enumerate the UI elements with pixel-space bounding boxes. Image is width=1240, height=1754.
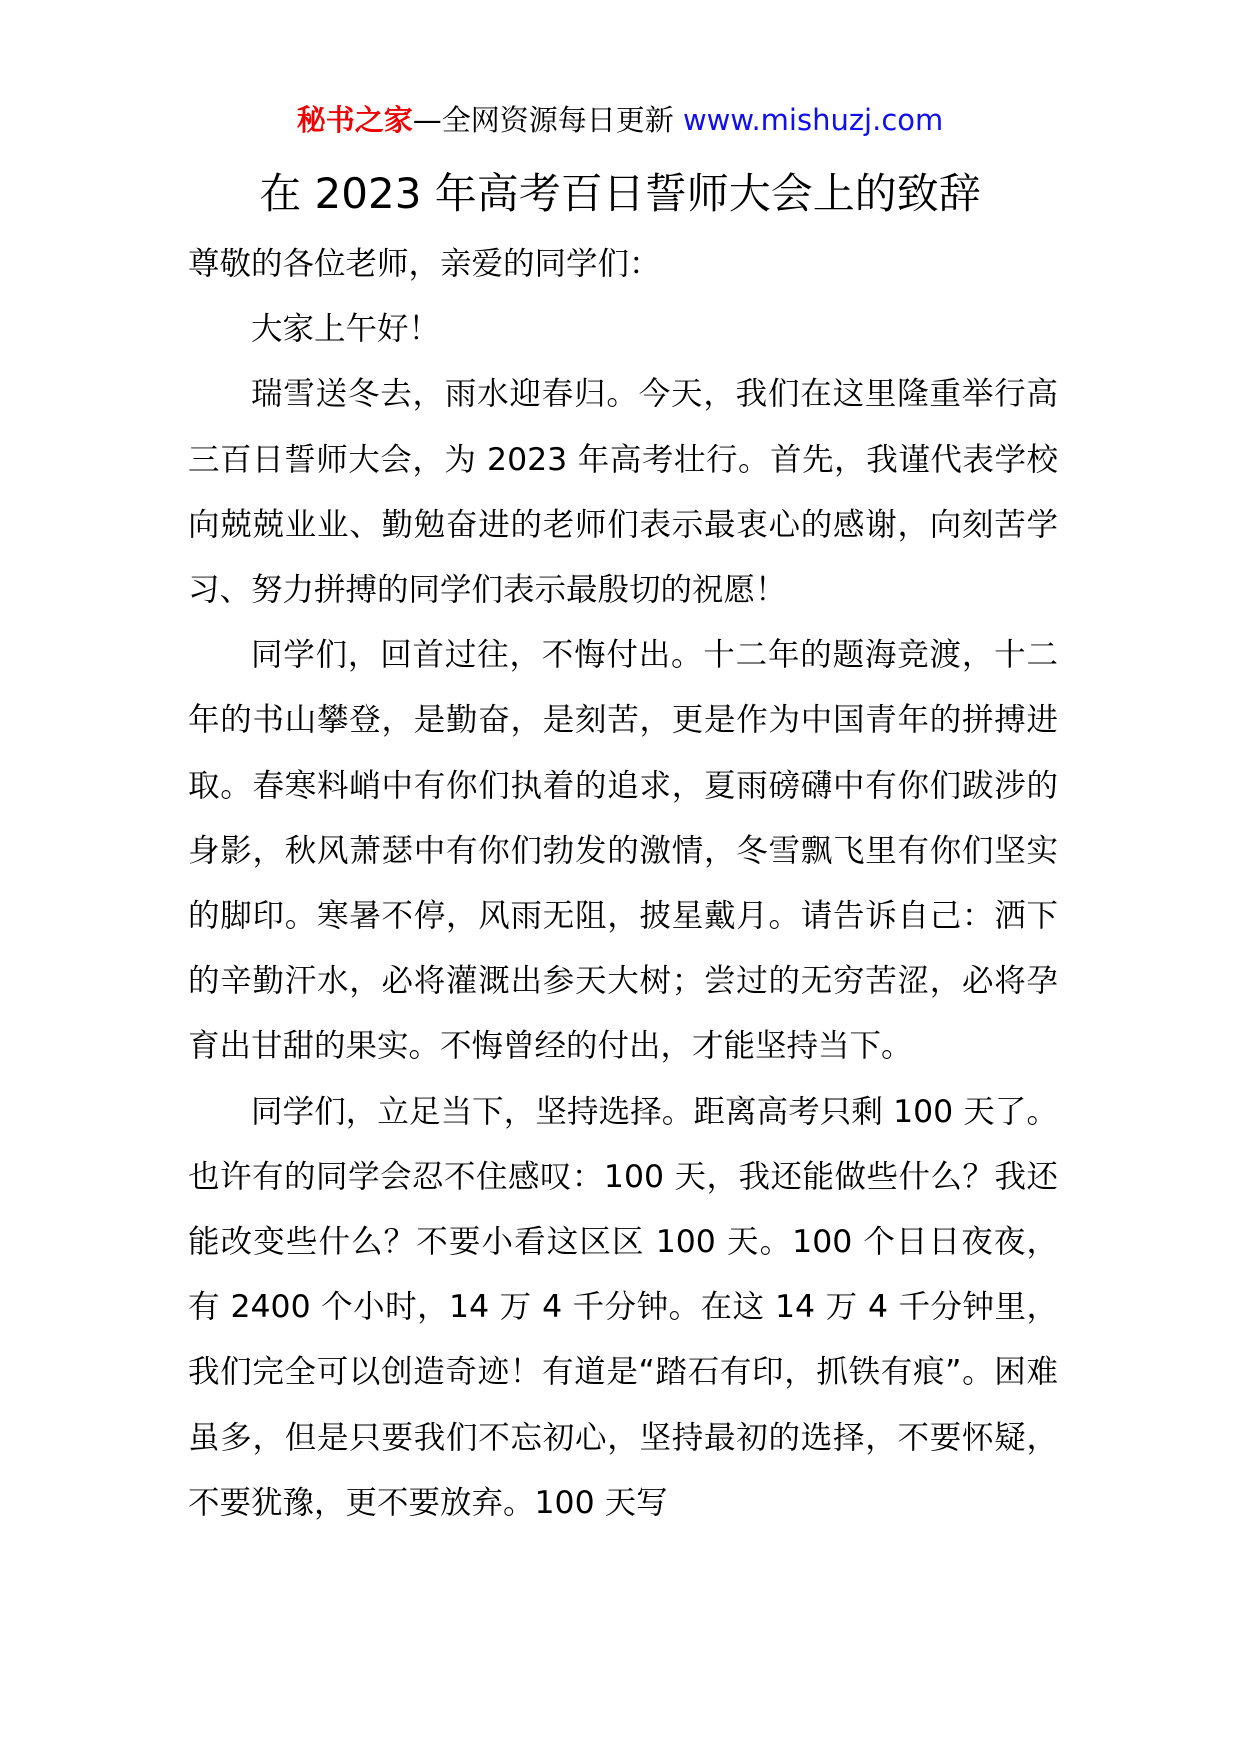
site-tagline: —全网资源每日更新 [412,103,674,137]
paragraph: 瑞雪送冬去，雨水迎春归。今天，我们在这里隆重举行高三百日誓师大会，为 2023 年高考壮行。首先，我谨代表学校向兢兢业业、勤勉奋进的老师们表示最衷心的感谢，向刻苦学习、努力拼搏的同学们表示最殷切的祝愿！ [188,376,1058,609]
salutation: 尊敬的各位老师，亲爱的同学们： [188,246,661,282]
paragraph: 同学们，回首过往，不悔付出。十二年的题海竞渡，十二年的书山攀登，是勤奋，是刻苦，更是作为中国青年的拼搏进取。春寒料峭中有你们执着的追求，夏雨磅礴中有你们跋涉的身影，秋风萧瑟中有你们勃发的激情，冬雪飘飞里有你们坚实的脚印。寒暑不停，风雨无阻，披星戴月。请告诉自己：洒下的辛勤汗水，必将灌溉出参天大树；尝过的无穷苦涩，必将孕育出甘甜的果实。不悔曾经的付出，才能坚持当下。 [188,637,1058,1065]
site-brand: 秘书之家 [296,103,413,137]
document-body [188,232,1058,1536]
paragraph: 大家上午好！ [251,311,441,348]
paragraph: 同学们，立足当下，坚持选择。距离高考只剩 100 天了。也许有的同学会忍不住感叹：100 天，我还能做些什么？我还能改变些什么？不要小看这区区 100 天。100 个日日夜夜，有 2400 个小时，14 万 4 千分钟。在这 14 万 4 千分钟里，我们完全可以创造奇迹！有道是“踏石有印，抓铁有痕”。困难虽多，但是只要我们不忘初心，坚持最初的选择，不要怀疑，不要犹豫，更不要放弃。100 天写 [188,1093,1058,1521]
site-url[interactable]: www.mishuzj.com [682,103,944,137]
document-title: 在 2023 年高考百日誓师大会上的致辞 [259,169,981,218]
site-header [0,100,1240,140]
